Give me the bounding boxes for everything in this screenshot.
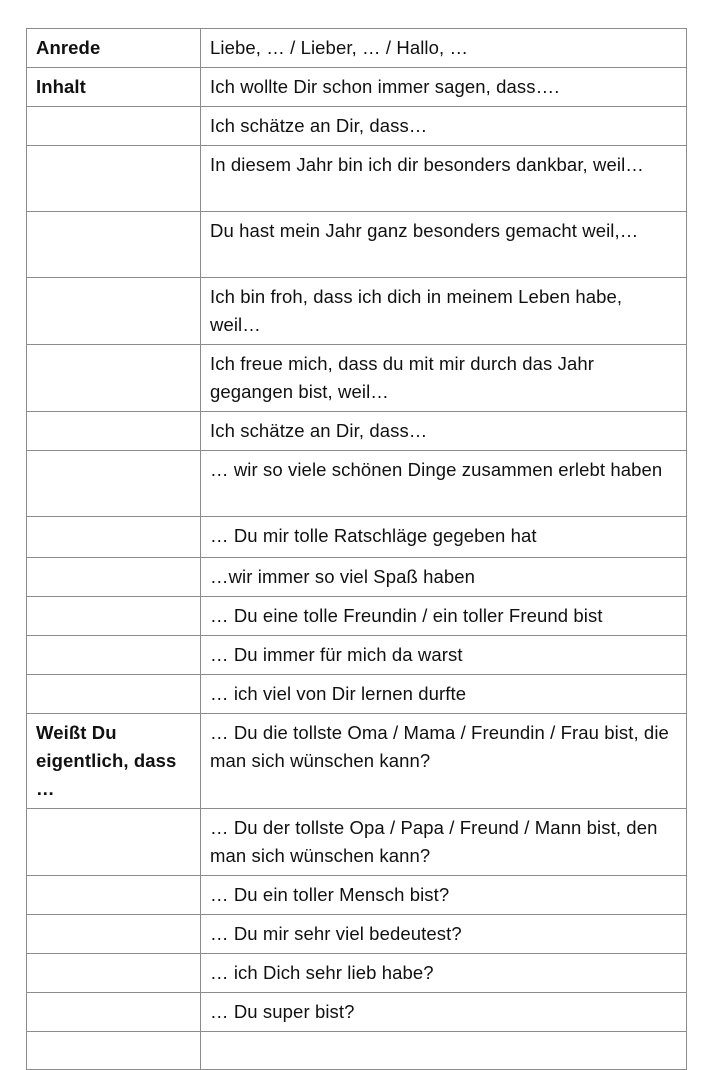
row-phrase: In diesem Jahr bin ich dir besonders dankbar, weil… [201,146,687,212]
row-label [27,675,201,714]
table-row [27,675,687,714]
row-label [27,597,201,636]
table-row [27,412,687,451]
table-row [27,597,687,636]
row-label [27,876,201,915]
row-label [27,146,201,212]
table-row [27,517,687,558]
row-phrase: … ich Dich sehr lieb habe? [201,954,687,993]
table-row [27,714,687,809]
row-label [27,558,201,597]
row-label [27,993,201,1032]
row-label [27,809,201,876]
row-label [27,212,201,278]
row-phrase: Du hast mein Jahr ganz besonders gemacht weil,… [201,212,687,278]
row-phrase: Ich freue mich, dass du mit mir durch das Jahr gegangen bist, weil… [201,345,687,412]
table-row [27,278,687,345]
row-label [27,107,201,146]
row-phrase: Liebe, … / Lieber, … / Hallo, … [201,29,687,68]
table-row [27,876,687,915]
row-phrase: …wir immer so viel Spaß haben [201,558,687,597]
table-row [27,636,687,675]
row-phrase: … Du der tollste Opa / Papa / Freund / Mann bist, den man sich wünschen kann? [201,809,687,876]
table-row [27,345,687,412]
phrase-table [26,28,687,1070]
row-label: Anrede [27,29,201,68]
row-label [27,1032,201,1070]
table-row [27,993,687,1032]
table-row [27,68,687,107]
row-phrase: Ich wollte Dir schon immer sagen, dass…. [201,68,687,107]
row-phrase: … wir so viele schönen Dinge zusammen erlebt haben [201,451,687,517]
row-label [27,915,201,954]
phrase-table-body [27,29,687,1070]
row-phrase: … Du mir tolle Ratschläge gegeben hat [201,517,687,558]
row-label [27,954,201,993]
row-label: Weißt Du eigentlich, dass … [27,714,201,809]
row-label [27,451,201,517]
row-phrase: … Du eine tolle Freundin / ein toller Freund bist [201,597,687,636]
row-phrase: … Du ein toller Mensch bist? [201,876,687,915]
table-row [27,915,687,954]
row-phrase: Ich schätze an Dir, dass… [201,107,687,146]
row-phrase: … Du mir sehr viel bedeutest? [201,915,687,954]
row-label: Inhalt [27,68,201,107]
table-row [27,212,687,278]
table-row [27,29,687,68]
table-row [27,558,687,597]
table-row [27,146,687,212]
row-phrase: … ich viel von Dir lernen durfte [201,675,687,714]
table-row [27,107,687,146]
row-phrase: Ich schätze an Dir, dass… [201,412,687,451]
row-label [27,636,201,675]
row-label [27,517,201,558]
row-phrase: … Du die tollste Oma / Mama / Freundin / Frau bist, die man sich wünschen kann? [201,714,687,809]
table-row [27,451,687,517]
row-phrase: … Du immer für mich da warst [201,636,687,675]
row-label [27,278,201,345]
table-row [27,1032,687,1070]
row-phrase [201,1032,687,1070]
row-phrase: Ich bin froh, dass ich dich in meinem Leben habe, weil… [201,278,687,345]
table-row [27,954,687,993]
table-row [27,809,687,876]
row-label [27,345,201,412]
row-phrase: … Du super bist? [201,993,687,1032]
row-label [27,412,201,451]
